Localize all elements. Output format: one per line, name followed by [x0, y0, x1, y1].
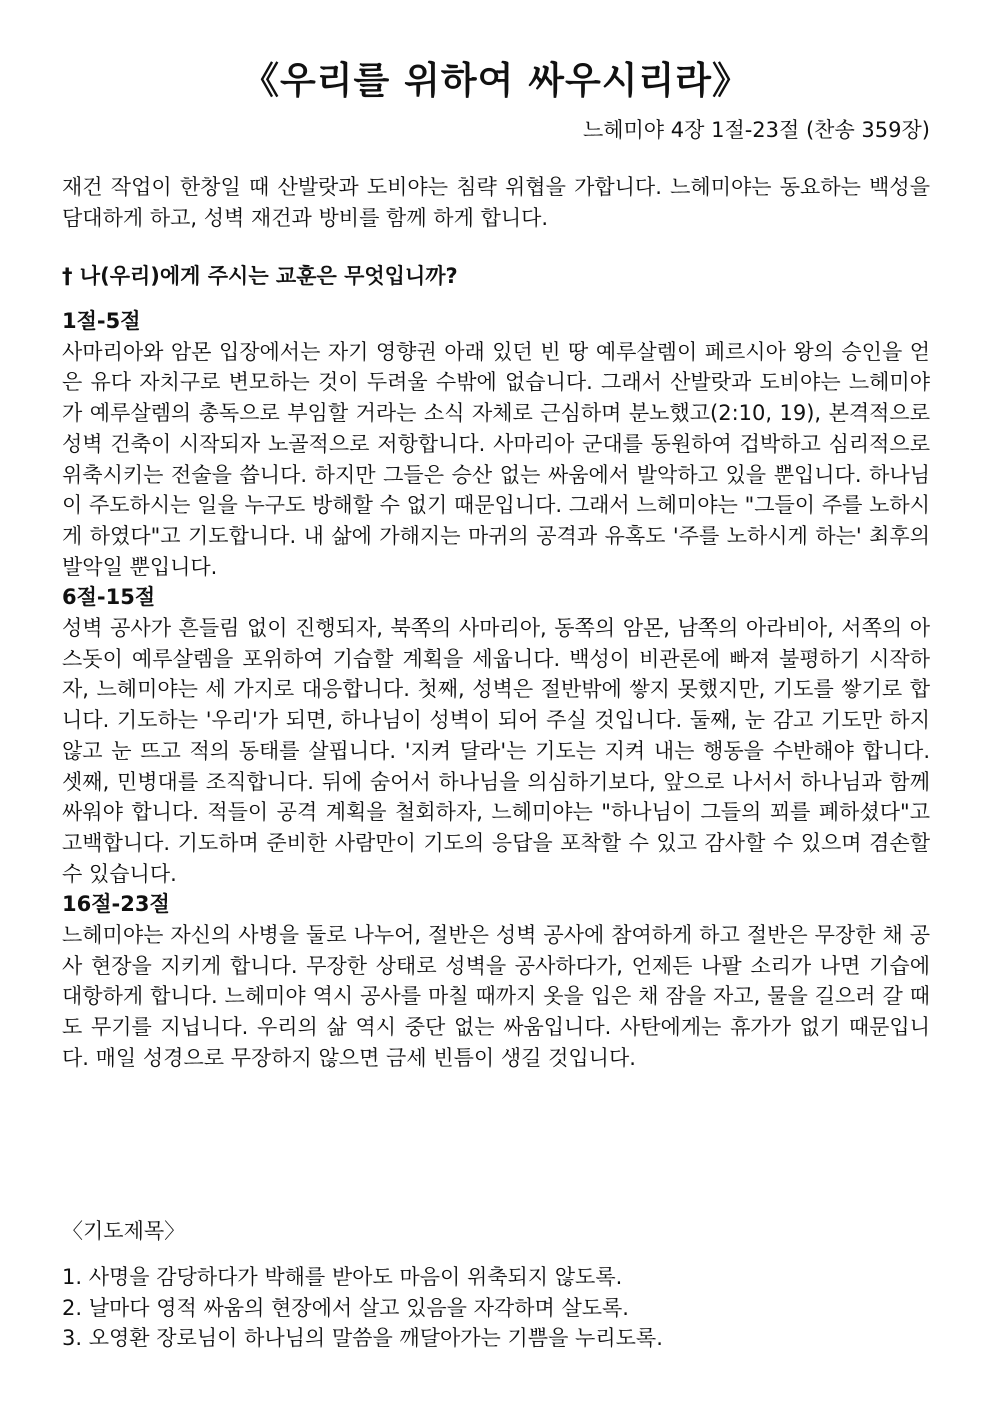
section-body: 성벽 공사가 흔들림 없이 진행되자, 북쪽의 사마리아, 동쪽의 암몬, 남쪽의 아라비아, 서쪽의 아스돗이 예루살렘을 포위하여 기습할 계획을 세웁니다. 백성이 비관론에 빠져 불평하기 시작하자, 느헤미야는 세 가지로 대응합니다. 첫째, 성벽은 절반밖에 쌓지 못했지만, 기도를 쌓기로 합니다. 기도하는 '우리'가 되면, 하나님이 성벽이 되어 주실 것입니다. 둘째, 눈 감고 기도만 하지 않고 눈 뜨고 적의 동태를 살핍니다. '지켜 달라'는 기도는 지켜 내는 행동을 수반해야 합니다. 셋째, 민병대를 조직합니다. 뒤에 숨어서 하나님을 의심하기보다, 앞으로 나서서 하나님과 함께 싸워야 합니다. 적들이 공격 계획을 철회하자, 느헤미야는 "하나님이 그들의 꾀를 폐하셨다"고 고백합니다. 기도하며 준비한 사람만이 기도의 응답을 포착할 수 있고 감사할 수 있으며 겸손할 수 있습니다. — [62, 616, 930, 886]
prayer-item: 3. 오영환 장로님이 하나님의 말씀을 깨달아가는 기쁨을 누리도록. — [62, 1326, 663, 1350]
section-heading: 1절-5절 — [62, 309, 141, 333]
section-2 — [62, 582, 930, 889]
sections-container — [62, 306, 930, 1074]
section-1 — [62, 306, 930, 582]
prayer-heading: 〈기도제목〉 — [62, 1219, 186, 1243]
prayer-item: 1. 사명을 감당하다가 박해를 받아도 마음이 위축되지 않도록. — [62, 1265, 623, 1289]
section-body: 느헤미야는 자신의 사병을 둘로 나누어, 절반은 성벽 공사에 참여하게 하고 절반은 무장한 채 공사 현장을 지키게 합니다. 무장한 상태로 성벽을 공사하다가, 언제든 나팔 소리가 나면 기습에 대항하게 합니다. 느헤미야 역시 공사를 마칠 때까지 옷을 입은 채 잠을 자고, 물을 길으러 갈 때도 무기를 지닙니다. 우리의 삶 역시 중단 없는 싸움입니다. 사탄에게는 휴가가 없기 때문입니다. 매일 성경으로 무장하지 않으면 금세 빈틈이 생길 것입니다. — [62, 923, 930, 1070]
lesson-question: † 나(우리)에게 주시는 교훈은 무엇입니까? — [62, 264, 458, 288]
prayer-item: 2. 날마다 영적 싸움의 현장에서 살고 있음을 자각하며 살도록. — [62, 1295, 629, 1320]
document-title: 《우리를 위하여 싸우시리라》 — [242, 59, 750, 102]
prayer-list — [62, 1262, 663, 1354]
intro-paragraph: 재건 작업이 한창일 때 산발랏과 도비야는 침략 위협을 가합니다. 느헤미야는 동요하는 백성을 담대하게 하고, 성벽 재건과 방비를 함께 하게 합니다. — [62, 175, 930, 230]
scripture-reference: 느헤미야 4장 1절-23절 (찬송 359장) — [582, 118, 930, 142]
section-body: 사마리아와 암몬 입장에서는 자기 영향권 아래 있던 빈 땅 예루살렘이 페르시아 왕의 승인을 얻은 유다 자치구로 변모하는 것이 두려울 수밖에 없습니다. 그래서 산발랏과 도비야는 느헤미야가 예루살렘의 총독으로 부임할 거라는 소식 자체로 근심하며 분노했고(2:10, 19), 본격적으로 성벽 건축이 시작되자 노골적으로 저항합니다. 사마리아 군대를 동원하여 겁박하고 심리적으로 위축시키는 전술을 씁니다. 하지만 그들은 승산 없는 싸움에서 발악하고 있을 뿐입니다. 하나님이 주도하시는 일을 누구도 방해할 수 없기 때문입니다. 그래서 느헤미야는 "그들이 주를 노하시게 하였다"고 기도합니다. 내 삶에 가해지는 마귀의 공격과 유혹도 '주를 노하시게 하는' 최후의 발악일 뿐입니다. — [62, 339, 930, 579]
section-heading: 16절-23절 — [62, 892, 170, 917]
section-3 — [62, 889, 930, 1073]
section-heading: 6절-15절 — [62, 585, 156, 610]
